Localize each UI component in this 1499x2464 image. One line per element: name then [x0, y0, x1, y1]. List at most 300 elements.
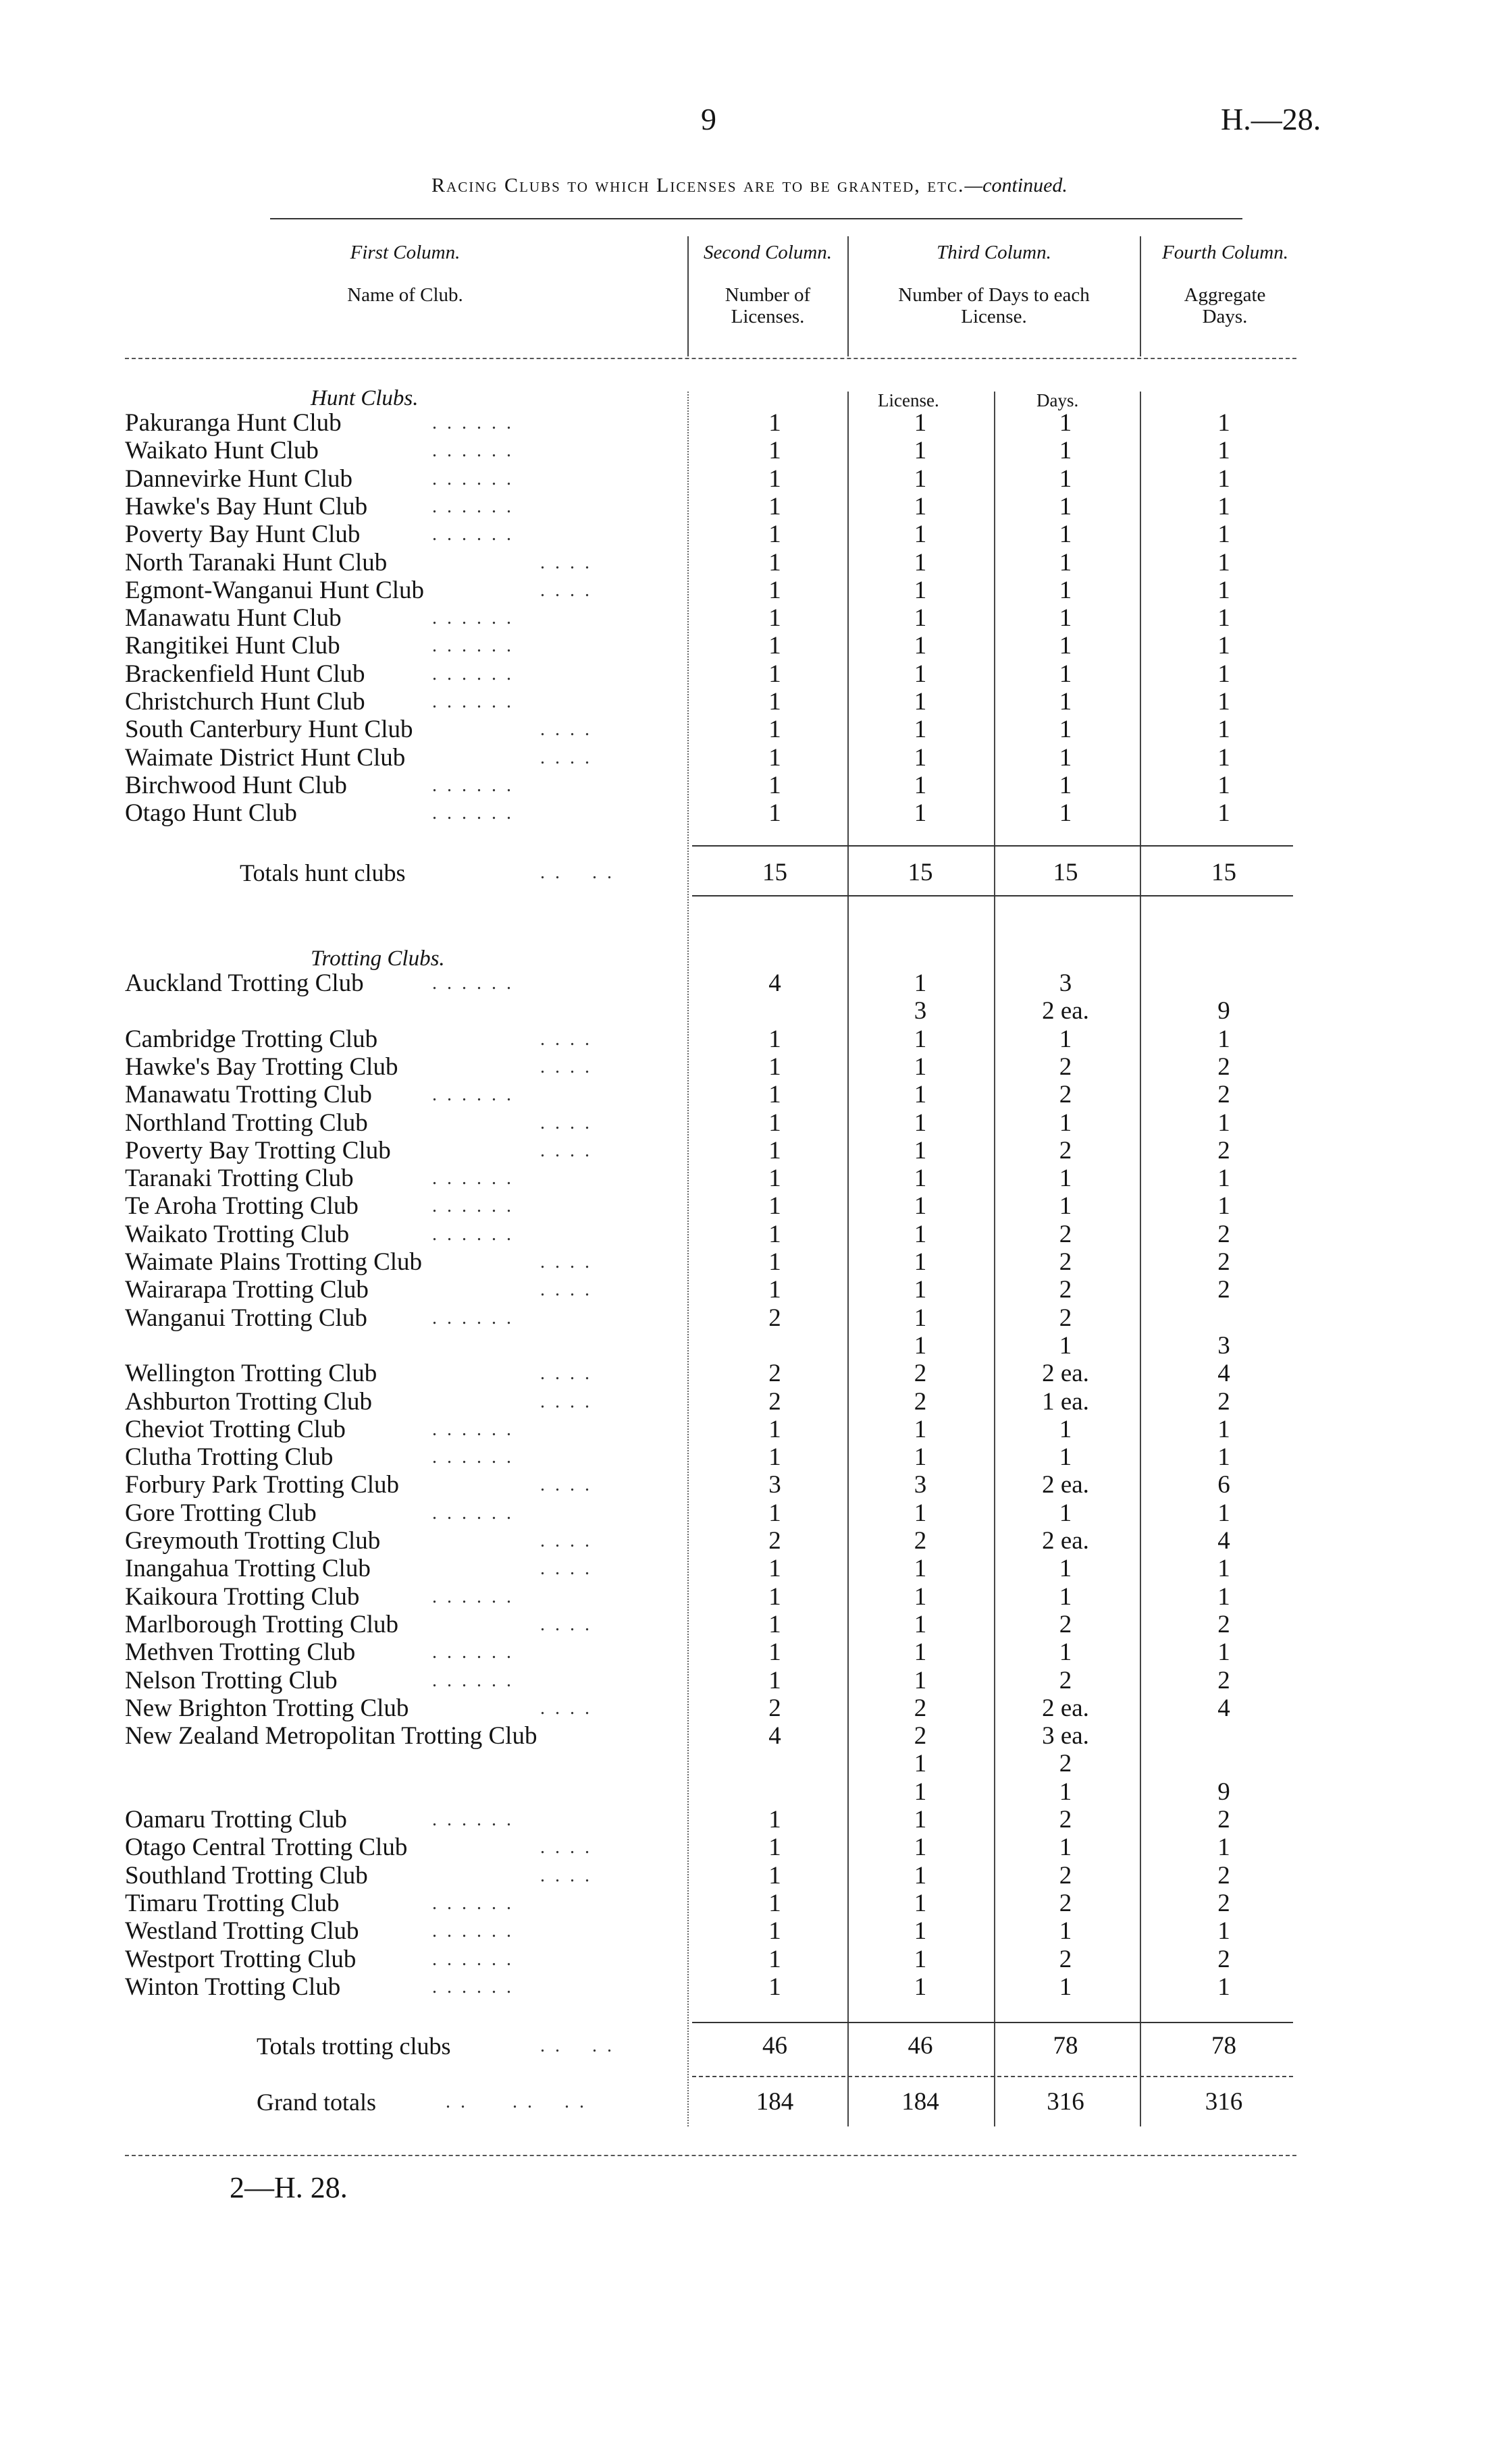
- trotting-totals-label: Totals trotting clubs: [257, 2033, 451, 2060]
- trotting-club-row: [0, 1917, 1499, 1946]
- club-name: Kaikoura Trotting Club: [125, 1582, 360, 1611]
- license-number: 3: [914, 1471, 927, 1499]
- hunt-club-row: [0, 660, 1499, 689]
- days-per-license: 1: [1059, 1833, 1072, 1862]
- dot-leader: . . . . . .: [432, 440, 514, 462]
- days-per-license: 2: [1059, 1081, 1072, 1109]
- hunt-club-row: [0, 604, 1499, 633]
- trotting-club-row: [0, 1694, 1499, 1723]
- days-per-license: 2: [1059, 1304, 1072, 1332]
- dot-leader: . . . . . .: [432, 691, 514, 712]
- table-bottom-rule: [125, 2155, 1296, 2156]
- aggregate-days: 1: [1217, 604, 1230, 633]
- days-per-license: 2: [1059, 1666, 1072, 1694]
- hunt-club-row: [0, 688, 1499, 716]
- dot-leader: . . . . . .: [432, 1921, 514, 1942]
- aggregate-days: 1: [1217, 1025, 1230, 1053]
- days-per-license: 3: [1059, 969, 1072, 997]
- licenses-count: 2: [768, 1387, 781, 1416]
- days-per-license: 2 ea.: [1042, 1360, 1089, 1388]
- licenses-count: 1: [768, 1582, 781, 1611]
- license-number: 1: [914, 1861, 927, 1890]
- license-number: 1: [914, 1248, 927, 1276]
- aggregate-days: 2: [1217, 1610, 1230, 1638]
- dot-leader: . . . . . .: [432, 496, 514, 517]
- hunt-club-row: [0, 549, 1499, 577]
- dot-leader: . . . .: [540, 1558, 592, 1580]
- license-number: 1: [914, 1750, 927, 1778]
- license-number: 2: [914, 1360, 927, 1388]
- grand-totals-licenses: 184: [756, 2088, 794, 2116]
- license-number: 1: [914, 1304, 927, 1332]
- page-number: 9: [701, 102, 716, 136]
- dot-leader: . . . .: [540, 719, 592, 741]
- days-per-license: 2: [1059, 1052, 1072, 1081]
- club-name: Egmont-Wanganui Hunt Club: [125, 576, 425, 604]
- trotting-club-row: [0, 1053, 1499, 1081]
- days-per-license: 2: [1059, 1945, 1072, 1973]
- hunt-club-row: [0, 465, 1499, 493]
- licenses-count: 1: [768, 1833, 781, 1862]
- club-name: Winton Trotting Club: [125, 1973, 341, 2001]
- dot-leader: . . . . . .: [432, 635, 514, 657]
- days-per-license: 2: [1059, 1136, 1072, 1164]
- hunt-totals-row: [0, 859, 1499, 887]
- dot-leader: . . . . . .: [432, 524, 514, 545]
- hunt-totals-bottom-rule: [692, 895, 1293, 896]
- dot-leader: . . . .: [540, 1391, 592, 1412]
- club-name: South Canterbury Hunt Club: [125, 716, 413, 744]
- aggregate-days: 1: [1217, 1555, 1230, 1583]
- license-number: 1: [914, 1806, 927, 1833]
- licenses-count: 2: [768, 1360, 781, 1388]
- licenses-count: 2: [768, 1304, 781, 1332]
- license-number: 1: [914, 1582, 927, 1611]
- aggregate-days: 1: [1217, 660, 1230, 688]
- hunt-club-row: [0, 577, 1499, 605]
- aggregate-days: 1: [1217, 437, 1230, 465]
- dot-leader: . . . . . .: [432, 1642, 514, 1663]
- dot-leader: . . . . . .: [432, 468, 514, 489]
- dot-leader: . . . .: [540, 1530, 592, 1551]
- aggregate-days: 4: [1217, 1694, 1230, 1722]
- club-name: Cheviot Trotting Club: [125, 1415, 346, 1443]
- aggregate-days: 1: [1217, 492, 1230, 520]
- title-continued: —continued.: [964, 174, 1068, 196]
- license-number: 1: [914, 1610, 927, 1638]
- third-column-label: Third Column.: [937, 242, 1051, 263]
- trotting-totals-licenses: 46: [762, 2032, 787, 2060]
- trotting-club-row: [0, 1862, 1499, 1890]
- license-number: 1: [914, 1945, 927, 1973]
- licenses-count: 1: [768, 1136, 781, 1164]
- dot-leader: . . . . . .: [432, 1196, 514, 1217]
- trotting-club-row: [0, 1499, 1499, 1528]
- aggregate-days: 1: [1217, 464, 1230, 493]
- hunt-club-row: [0, 744, 1499, 772]
- dot-leader: . . . . . .: [432, 1307, 514, 1329]
- license-number: 1: [914, 688, 927, 716]
- club-name: Southland Trotting Club: [125, 1861, 368, 1890]
- aggregate-days: 2: [1217, 1945, 1230, 1973]
- aggregate-days: 1: [1217, 1833, 1230, 1862]
- dot-leader: . . . . . .: [432, 1976, 514, 1998]
- trotting-club-row: [0, 1833, 1499, 1862]
- trotting-club-row: [0, 1276, 1499, 1304]
- club-name: Wellington Trotting Club: [125, 1360, 377, 1388]
- days-per-license: 1: [1059, 716, 1072, 744]
- trotting-club-row: [0, 1806, 1499, 1834]
- days-per-license: 1: [1059, 771, 1072, 799]
- license-number: 1: [914, 743, 927, 772]
- licenses-count: 1: [768, 799, 781, 828]
- first-column-label: First Column.: [350, 242, 461, 263]
- dot-leader: . . . .: [540, 1252, 592, 1273]
- days-per-license: 1: [1059, 1108, 1072, 1137]
- dot-leader: . . . . . .: [432, 1084, 514, 1106]
- license-number: 1: [914, 799, 927, 828]
- aggregate-days: 1: [1217, 1499, 1230, 1527]
- days-per-license: 2: [1059, 1806, 1072, 1833]
- dot-leader: . . . .: [540, 1140, 592, 1161]
- licenses-count: 1: [768, 1248, 781, 1276]
- third-column-desc: Number of Days to each License.: [898, 284, 1090, 327]
- trotting-club-row: [0, 1025, 1499, 1054]
- dot-leader: . . . .: [540, 552, 592, 573]
- club-name: Pakuranga Hunt Club: [125, 409, 342, 437]
- licenses-count: 4: [768, 1722, 781, 1750]
- hunt-club-row: [0, 409, 1499, 437]
- days-per-license: 1: [1059, 492, 1072, 520]
- licenses-count: 1: [768, 464, 781, 493]
- club-name: Poverty Bay Hunt Club: [125, 520, 361, 549]
- dot-leader: . . . .: [540, 1837, 592, 1858]
- dot-leader: . . . .: [540, 1474, 592, 1496]
- club-name: Poverty Bay Trotting Club: [125, 1136, 391, 1164]
- licenses-count: 1: [768, 1276, 781, 1304]
- trotting-club-row: [0, 1443, 1499, 1472]
- days-per-license: 2: [1059, 1610, 1072, 1638]
- licenses-count: 1: [768, 1555, 781, 1583]
- days-per-license: 1: [1059, 1415, 1072, 1443]
- trotting-club-row: [0, 1332, 1499, 1360]
- trotting-totals-rule: [692, 2022, 1293, 2023]
- days-per-license: 2: [1059, 1220, 1072, 1248]
- hunt-totals-label: Totals hunt clubs: [240, 859, 406, 886]
- aggregate-days: 2: [1217, 1220, 1230, 1248]
- hunt-totals-licenses: 15: [762, 859, 787, 886]
- license-number: 1: [914, 1164, 927, 1193]
- trotting-club-row: [0, 1164, 1499, 1193]
- license-subheading: License.: [878, 390, 939, 410]
- trotting-club-row: [0, 1973, 1499, 2002]
- fourth-column-label: Fourth Column.: [1162, 242, 1288, 263]
- dot-leader: . . . . . .: [432, 973, 514, 994]
- license-number: 2: [914, 1722, 927, 1750]
- hunt-totals-rule: [692, 845, 1293, 847]
- trotting-club-row: [0, 1081, 1499, 1109]
- trotting-club-row: [0, 1611, 1499, 1639]
- days-per-license: 1: [1059, 520, 1072, 549]
- licenses-count: 1: [768, 1917, 781, 1946]
- license-number: 1: [914, 1917, 927, 1946]
- license-number: 1: [914, 604, 927, 633]
- grand-totals-aggregate: 316: [1205, 2088, 1243, 2116]
- hunt-totals-aggregate: 15: [1211, 859, 1236, 886]
- aggregate-days: 1: [1217, 409, 1230, 437]
- days-per-license: 2: [1059, 1861, 1072, 1890]
- license-number: 1: [914, 1052, 927, 1081]
- days-per-license: 2: [1059, 1276, 1072, 1304]
- aggregate-days: 1: [1217, 688, 1230, 716]
- trotting-club-row: [0, 1638, 1499, 1667]
- license-number: 1: [914, 1108, 927, 1137]
- aggregate-days: 1: [1217, 716, 1230, 744]
- hunt-club-row: [0, 520, 1499, 549]
- license-number: 1: [914, 660, 927, 688]
- licenses-count: 1: [768, 1220, 781, 1248]
- days-per-license: 1: [1059, 743, 1072, 772]
- days-per-license: 2 ea.: [1042, 1694, 1089, 1722]
- aggregate-days: 1: [1217, 799, 1230, 828]
- club-name: Dannevirke Hunt Club: [125, 464, 353, 493]
- club-name: Wairarapa Trotting Club: [125, 1276, 369, 1304]
- licenses-count: 1: [768, 743, 781, 772]
- club-name: Oamaru Trotting Club: [125, 1806, 347, 1833]
- days-per-license: 1: [1059, 688, 1072, 716]
- hunt-club-row: [0, 799, 1499, 828]
- trotting-club-row: [0, 1416, 1499, 1444]
- days-per-license: 1: [1059, 1499, 1072, 1527]
- days-per-license: 1: [1059, 1973, 1072, 2001]
- days-per-license: 2: [1059, 1889, 1072, 1917]
- licenses-count: 1: [768, 771, 781, 799]
- trotting-club-row: [0, 1722, 1499, 1750]
- days-per-license: 1: [1059, 799, 1072, 828]
- trotting-clubs-heading: Trotting Clubs.: [311, 946, 445, 971]
- licenses-count: 1: [768, 492, 781, 520]
- trotting-club-row: [0, 1583, 1499, 1611]
- days-per-license: 1: [1059, 660, 1072, 688]
- hunt-club-row: [0, 716, 1499, 744]
- license-number: 3: [914, 997, 927, 1025]
- trotting-club-row: [0, 1137, 1499, 1165]
- license-number: 2: [914, 1387, 927, 1416]
- aggregate-days: 3: [1217, 1331, 1230, 1360]
- club-name: Clutha Trotting Club: [125, 1443, 334, 1472]
- licenses-count: 1: [768, 548, 781, 577]
- grand-totals-row: [0, 2088, 1499, 2116]
- club-name: Birchwood Hunt Club: [125, 771, 347, 799]
- licenses-count: 2: [768, 1694, 781, 1722]
- licenses-count: 1: [768, 576, 781, 604]
- days-per-license: 2: [1059, 1248, 1072, 1276]
- dot-leader: . . . . . .: [432, 1809, 514, 1830]
- days-per-license: 1: [1059, 1638, 1072, 1667]
- licenses-count: 1: [768, 1081, 781, 1109]
- license-number: 1: [914, 548, 927, 577]
- trotting-club-row: [0, 1304, 1499, 1333]
- license-number: 1: [914, 492, 927, 520]
- hunt-totals-leader: . . . .: [540, 862, 614, 883]
- dot-leader: . . . .: [540, 1865, 592, 1886]
- licenses-count: 1: [768, 409, 781, 437]
- club-name: Greymouth Trotting Club: [125, 1527, 381, 1555]
- grand-totals-license: 184: [901, 2088, 939, 2116]
- trotting-club-row: [0, 1890, 1499, 1918]
- aggregate-days: 1: [1217, 1192, 1230, 1221]
- title-main: Racing Clubs to which Licenses are to be granted, etc.: [431, 174, 965, 196]
- aggregate-days: 9: [1217, 1777, 1230, 1806]
- days-per-license: 1: [1059, 1331, 1072, 1360]
- license-number: 1: [914, 771, 927, 799]
- days-per-license: 1: [1059, 409, 1072, 437]
- trotting-totals-bottom-rule: [692, 2076, 1293, 2077]
- aggregate-days: 1: [1217, 1638, 1230, 1667]
- hunt-totals-days: 15: [1053, 859, 1078, 886]
- trotting-totals-row: [0, 2032, 1499, 2060]
- license-number: 1: [914, 969, 927, 997]
- aggregate-days: 2: [1217, 1387, 1230, 1416]
- hunt-club-row: [0, 437, 1499, 465]
- trotting-club-row: [0, 1946, 1499, 1974]
- aggregate-days: 1: [1217, 548, 1230, 577]
- licenses-count: 1: [768, 1443, 781, 1472]
- hunt-totals-license: 15: [908, 859, 933, 886]
- aggregate-days: 1: [1217, 1917, 1230, 1946]
- license-number: 2: [914, 1527, 927, 1555]
- dot-leader: . . . . . .: [432, 803, 514, 824]
- club-name: Auckland Trotting Club: [125, 969, 364, 997]
- license-number: 1: [914, 1136, 927, 1164]
- aggregate-days: 1: [1217, 1415, 1230, 1443]
- trotting-totals-leader: . . . .: [540, 2035, 614, 2056]
- license-number: 1: [914, 1889, 927, 1917]
- licenses-count: 1: [768, 1973, 781, 2001]
- days-per-license: 1: [1059, 1582, 1072, 1611]
- license-number: 1: [914, 1443, 927, 1472]
- hunt-clubs-heading: Hunt Clubs.: [311, 386, 419, 410]
- aggregate-days: 9: [1217, 997, 1230, 1025]
- license-number: 1: [914, 1220, 927, 1248]
- license-number: 1: [914, 1777, 927, 1806]
- club-name: Marlborough Trotting Club: [125, 1610, 398, 1638]
- trotting-club-row: [0, 1248, 1499, 1277]
- days-per-license: 3 ea.: [1042, 1722, 1089, 1750]
- license-number: 1: [914, 409, 927, 437]
- license-number: 1: [914, 520, 927, 549]
- days-per-license: 2: [1059, 1750, 1072, 1778]
- club-name: Waimate Plains Trotting Club: [125, 1248, 423, 1276]
- dot-leader: . . . .: [540, 1112, 592, 1133]
- aggregate-days: 1: [1217, 520, 1230, 549]
- dot-leader: . . . . . .: [432, 774, 514, 796]
- licenses-count: 1: [768, 1052, 781, 1081]
- dot-leader: . . . .: [540, 1279, 592, 1301]
- license-number: 1: [914, 1331, 927, 1360]
- second-column-desc: Number of Licenses.: [725, 284, 811, 327]
- club-name: Hawke's Bay Trotting Club: [125, 1052, 398, 1081]
- aggregate-days: 2: [1217, 1248, 1230, 1276]
- club-name: Wanganui Trotting Club: [125, 1304, 367, 1332]
- license-number: 1: [914, 464, 927, 493]
- club-name: Inangahua Trotting Club: [125, 1555, 371, 1583]
- licenses-count: 1: [768, 1945, 781, 1973]
- licenses-count: 1: [768, 1889, 781, 1917]
- licenses-count: 1: [768, 1499, 781, 1527]
- licenses-count: 1: [768, 604, 781, 633]
- club-name: Methven Trotting Club: [125, 1638, 356, 1667]
- dot-leader: . . . . . .: [432, 1447, 514, 1468]
- club-name: Manawatu Trotting Club: [125, 1081, 372, 1109]
- days-per-license: 1 ea.: [1042, 1387, 1089, 1416]
- dot-leader: . . . .: [540, 579, 592, 601]
- days-per-license: 1: [1059, 1025, 1072, 1053]
- days-per-license: 1: [1059, 437, 1072, 465]
- licenses-count: 1: [768, 1638, 781, 1667]
- dot-leader: . . . . . .: [432, 1586, 514, 1607]
- trotting-club-row: [0, 1360, 1499, 1388]
- club-name: North Taranaki Hunt Club: [125, 548, 388, 577]
- club-name: Te Aroha Trotting Club: [125, 1192, 359, 1221]
- dot-leader: . . . .: [540, 1363, 592, 1385]
- dot-leader: . . . .: [540, 1697, 592, 1719]
- licenses-count: 4: [768, 969, 781, 997]
- licenses-count: 1: [768, 437, 781, 465]
- aggregate-days: 1: [1217, 771, 1230, 799]
- hunt-club-row: [0, 632, 1499, 660]
- fourth-column-desc: Aggregate Days.: [1184, 284, 1266, 327]
- aggregate-days: 2: [1217, 1276, 1230, 1304]
- licenses-count: 1: [768, 688, 781, 716]
- aggregate-days: 2: [1217, 1889, 1230, 1917]
- club-name: Timaru Trotting Club: [125, 1889, 340, 1917]
- trotting-club-row: [0, 1109, 1499, 1137]
- trotting-club-row: [0, 1527, 1499, 1555]
- days-per-license: 1: [1059, 1555, 1072, 1583]
- licenses-count: 1: [768, 1415, 781, 1443]
- club-name: Ashburton Trotting Club: [125, 1387, 372, 1416]
- days-per-license: 1: [1059, 1443, 1072, 1472]
- licenses-count: 1: [768, 1610, 781, 1638]
- licenses-count: 1: [768, 1666, 781, 1694]
- license-number: 1: [914, 1276, 927, 1304]
- aggregate-days: 1: [1217, 1164, 1230, 1193]
- club-name: Brackenfield Hunt Club: [125, 660, 365, 688]
- aggregate-days: 1: [1217, 576, 1230, 604]
- club-name: New Zealand Metropolitan Trotting Club: [125, 1722, 537, 1750]
- club-name: Waimate District Hunt Club: [125, 743, 406, 772]
- club-name: Manawatu Hunt Club: [125, 604, 342, 633]
- days-per-license: 1: [1059, 464, 1072, 493]
- licenses-count: 1: [768, 1164, 781, 1193]
- licenses-count: 1: [768, 1806, 781, 1833]
- club-name: New Brighton Trotting Club: [125, 1694, 409, 1722]
- license-number: 1: [914, 632, 927, 660]
- dot-leader: . . . . . .: [432, 1223, 514, 1245]
- days-per-license: 1: [1059, 1777, 1072, 1806]
- license-number: 2: [914, 1694, 927, 1722]
- trotting-totals-days: 78: [1053, 2032, 1078, 2060]
- aggregate-days: 2: [1217, 1052, 1230, 1081]
- license-number: 1: [914, 1973, 927, 2001]
- second-column-label: Second Column.: [703, 242, 833, 263]
- licenses-count: 1: [768, 660, 781, 688]
- aggregate-days: 1: [1217, 743, 1230, 772]
- dot-leader: . . . .: [540, 1028, 592, 1050]
- grand-totals-label: Grand totals: [257, 2089, 376, 2116]
- grand-totals-leader: . . . . . .: [446, 2091, 587, 2112]
